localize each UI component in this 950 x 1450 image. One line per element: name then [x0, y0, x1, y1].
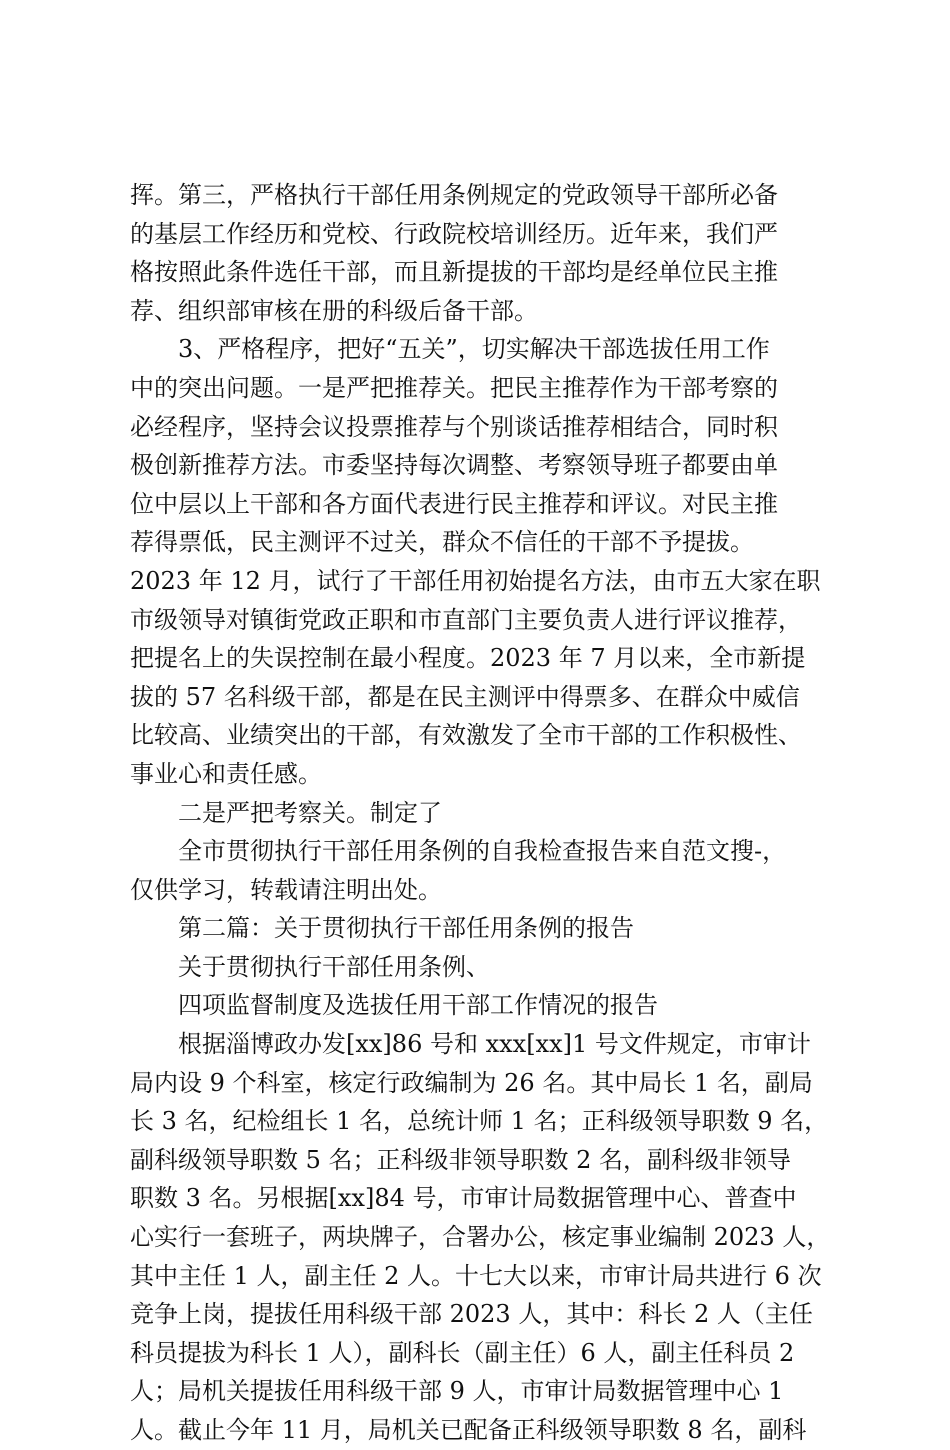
text-line: 心实行一套班子，两块牌子，合署办公，核定事业编制 2023 人，: [130, 1223, 831, 1252]
text-line: 人。截止今年 11 月，局机关已配备正科级领导职数 8 名，副科: [130, 1416, 807, 1444]
text-line: 人；局机关提拔任用科级干部 9 人，市审计局数据管理中心 1: [130, 1377, 784, 1406]
text-line: 关于贯彻执行干部任用条例、: [178, 952, 490, 981]
text-line: 比较高、业绩突出的干部，有效激发了全市干部的工作积极性、: [130, 721, 802, 750]
text-line: 竞争上岗，提拔任用科级干部 2023 人，其中：科长 2 人（主任: [130, 1300, 813, 1329]
text-line: 事业心和责任感。: [130, 759, 322, 788]
text-line: 2023 年 12 月，试行了干部任用初始提名方法，由市五大家在职: [130, 566, 821, 595]
text-line: 荐得票低，民主测评不过关，群众不信任的干部不予提拔。: [130, 528, 754, 557]
text-line: 仅供学习，转载请注明出处。: [130, 875, 442, 904]
text-line: 科员提拔为科长 1 人），副科长（副主任）6 人，副主任科员 2: [130, 1338, 795, 1367]
text-line: 第二篇：关于贯彻执行干部任用条例的报告: [178, 914, 634, 943]
text-line: 中的突出问题。一是严把推荐关。把民主推荐作为干部考察的: [130, 373, 778, 402]
text-line: 3、严格程序，把好“五关”，切实解决干部选拔任用工作: [178, 335, 770, 364]
text-line: 局内设 9 个科室，核定行政编制为 26 名。其中局长 1 名，副局: [130, 1068, 813, 1097]
text-line: 的基层工作经历和党校、行政院校培训经历。近年来，我们严: [130, 219, 778, 248]
text-line: 副科级领导职数 5 名；正科级非领导职数 2 名，副科级非领导: [130, 1145, 792, 1174]
text-line: 荐、组织部审核在册的科级后备干部。: [130, 296, 538, 325]
text-line: 二是严把考察关。制定了: [178, 798, 442, 827]
text-line: 把提名上的失误控制在最小程度。2023 年 7 月以来，全市新提: [130, 644, 806, 673]
text-line: 位中层以上干部和各方面代表进行民主推荐和评议。对民主推: [130, 489, 778, 518]
text-line: 格按照此条件选任干部，而且新提拔的干部均是经单位民主推: [130, 258, 778, 287]
text-line: 全市贯彻执行干部任用条例的自我检查报告来自范文搜-，: [178, 837, 787, 866]
text-line: 职数 3 名。另根据[xx]84 号，市审计局数据管理中心、普查中: [130, 1184, 797, 1213]
document-body: [130, 176, 830, 1450]
text-line: 必经程序，坚持会议投票推荐与个别谈话推荐相结合，同时积: [130, 412, 778, 441]
text-line: 极创新推荐方法。市委坚持每次调整、考察领导班子都要由单: [130, 451, 778, 480]
text-line: 根据淄博政办发[xx]86 号和 xxx[xx]1 号文件规定，市审计: [178, 1030, 811, 1059]
text-line: 市级领导对镇街党政正职和市直部门主要负责人进行评议推荐，: [130, 605, 802, 634]
text-line: 拔的 57 名科级干部，都是在民主测评中得票多、在群众中威信: [130, 682, 800, 711]
text-line: 其中主任 1 人，副主任 2 人。十七大以来，市审计局共进行 6 次: [130, 1261, 822, 1290]
text-line: 挥。第三，严格执行干部任用条例规定的党政领导干部所必备: [130, 181, 778, 209]
text-line: 长 3 名，纪检组长 1 名，总统计师 1 名；正科级领导职数 9 名，: [130, 1107, 829, 1136]
text-line: 四项监督制度及选拔任用干部工作情况的报告: [178, 991, 658, 1020]
